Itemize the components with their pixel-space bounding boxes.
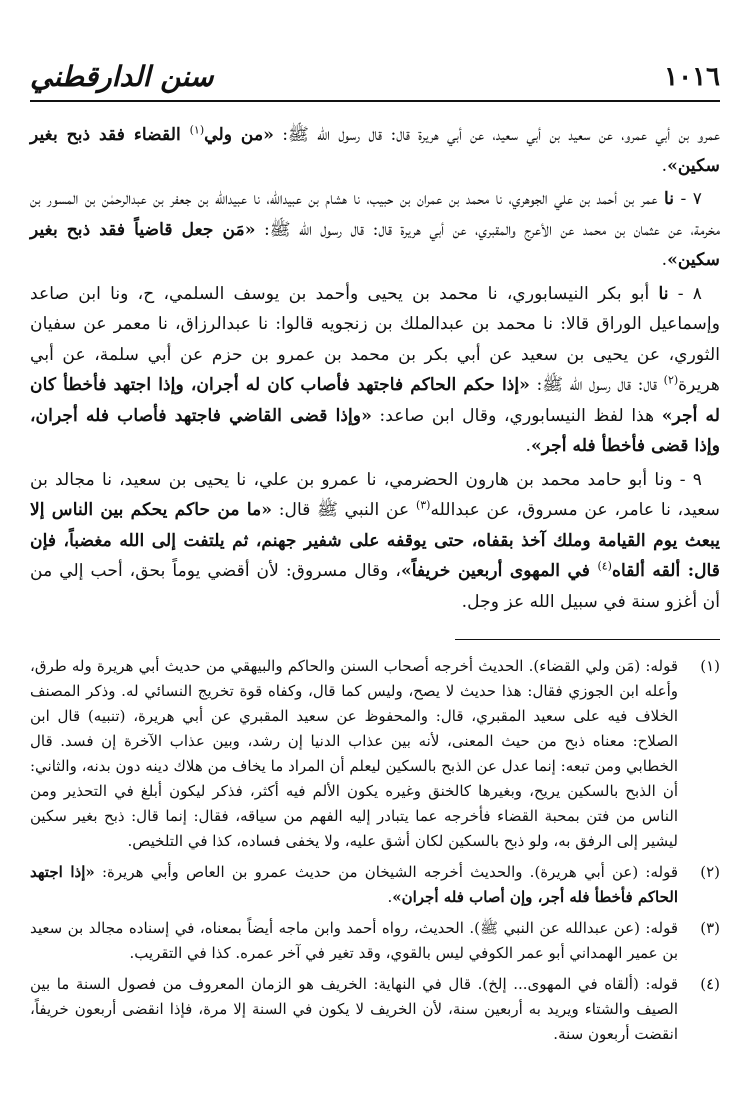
paragraph-continuation: عمرو بن أبي عمرو، عن سعيد بن أبي سعيد، عن أبي هريرة قال: قال رسول الله ﷺ: «من ولي$^{(١)}$ القضاء فقد ذبح بغير سكين». xyxy=(30,123,720,176)
footnote-ref[interactable]: (١) xyxy=(189,123,205,137)
footnote-ref[interactable]: (٣) xyxy=(415,498,431,512)
hadith-text: «ما من حاكم يحكم بين الناس إلا يبعث يوم القيامة وملك آخذ بقفاه، حتى يوقفه على شفير جهنم، ثم يلتفت إلى الله مغضباً، فإن قال: ألقه ألقاه xyxy=(30,500,721,581)
footnote-number: (٣) xyxy=(700,919,720,937)
footnote-number: (٤) xyxy=(700,975,720,993)
hadith-text: «إذا حكم الحاكم فاجتهد فأصاب كان له أجران، وإذا اجتهد فأخطأ كان له أجر» xyxy=(30,375,720,426)
footnote-text: قوله: (ألقاه في المهوى... إلخ). قال في النهاية: الخريف هو الزمان المعروف من فصول السنة ما بين الصيف والشتاء ويريد به أربعين سنة، لأن الخريف لا يكون في السنة إلا مرة، فإذا انقضى أربعون خريفاً، انقضت أربعون سنة. xyxy=(30,975,678,1043)
hadith-text: «وإذا قضى القاضي فاجتهد فأصاب فله أجران، وإذا قضى فأخطأ فله أجر» xyxy=(30,405,720,456)
footnote-text: قوله: (عن عبدالله عن النبي ﷺ). الحديث، رواه أحمد وابن ماجه أيضاً بمعناه، في إسناده مجالد بن سعيد بن عمير الهمداني أبو عمر الكوفي ليس بالقوي، وقد تغير في آخر عمره. كذا في التقريب. xyxy=(30,919,678,962)
page-number: ١٠١٦ xyxy=(664,62,720,92)
hadith-text: «من ولي xyxy=(204,125,274,145)
hadith-number: ٨ - xyxy=(668,283,702,304)
footnote-ref[interactable]: (٢) xyxy=(663,373,679,387)
footnotes xyxy=(30,654,720,1047)
footnote-4 xyxy=(30,972,720,1047)
hadith-text: القضاء فقد ذبح بغير سكين» xyxy=(30,125,720,176)
hadith-text: في المهوى أربعين خريفاً» xyxy=(400,561,598,581)
hadith-9: ٩ - ونا أبو حامد محمد بن هارون الحضرمي، نا عمرو بن علي، نا يحيى بن سعيد، نا مجالد بن سعيد، نا عامر، عن مسروق، عن عبدالله$^{(٣)}$ عن النبي ﷺ قال: «ما من حاكم يحكم بين الناس إلا يبعث يوم القيامة وملك آخذ بقفاه، حتى يوقفه على شفير جهنم، ثم يلتفت إلى الله مغضباً، فإن قال: ألقه ألقاه$^{(٤)}$ في المهوى أربعين خريفاً»، وقال مسروق: لأن أقضي يوماً بحق، أحب إلي من أن أغزو سنة في سبيل الله عز وجل. xyxy=(30,469,721,612)
page xyxy=(30,60,720,1090)
footnote-3 xyxy=(30,916,720,966)
footnote-text: قوله: (مَن ولي القضاء). الحديث أخرجه أصحاب السنن والحاكم والبيهقي من حديث أبي هريرة وله طرق، وأعله ابن الجوزي فقال: هذا حديث لا يصح، وليس كما قال، وكفاه قوة تخريج النسائي له. وذكر المصنف الخلاف فيه على سعيد المقبري، قال: والمحفوظ عن سعيد المقبري عن أبي هريرة، (تنبيه) قال ابن الصلاح: معناه ذبح من حيث المعنى، لأنه بين عذاب الدنيا إن رشد، وبين عذاب الآخرة إن فسد. قال الخطابي ومن تبعه: إنما عدل عن الذبح بالسكين ليعلم أن المراد ما يخاف من هلاك دينه دون بدنه، والثاني: أن الذبح بالسكين يريح، وبغيرها كالخنق وغيره يكون الألم فيه أكثر، فذكر ليكون أبلغ في التحذير ومن الناس من فتن بمحبة القضاء فأخرجه عما يتبادر إليه الفهم من سياقه، فقال: إنما قال: ذبح بغير سكين ليشير إلى الرفق به، ولو ذبح بالسكين لكان أشق عليه، ولا يخفى فساده، كذا في التلخيص. xyxy=(30,657,678,850)
hadith-7: ٧ - نا عمر بن أحمد بن علي الجوهري، نا محمد بن عمران بن حبيب، نا هشام بن عبيدالله، نا عبيدالله بن جعفر بن عبدالرحمٰن بن المسور بن مخرمة، عن عثمان بن محمد عن الأعرج والمقبري، عن أبي هريرة قال: قال رسول الله ﷺ: «مَن جعل قاضياً فقد ذبح بغير سكين». xyxy=(30,189,720,270)
footnote-text: قوله: (عن أبي هريرة). والحديث أخرجه الشيخان من حديث عمرو بن العاص وأبي هريرة: «إذا اجتهد الحاكم فأخطأ فله أجر، وإن أصاب فله أجران». xyxy=(30,863,678,906)
main-text xyxy=(30,120,720,617)
hadith-text: «مَن جعل قاضياً فقد ذبح بغير سكين» xyxy=(30,219,720,270)
footnote-number: (٢) xyxy=(700,863,720,881)
page-header xyxy=(30,60,720,102)
hadith-number: ٧ - xyxy=(674,189,703,209)
footnote-number: (١) xyxy=(700,657,720,675)
footnote-2 xyxy=(30,860,720,910)
footnote-ref[interactable]: (٤) xyxy=(597,559,612,573)
footnote-1 xyxy=(30,654,720,854)
footnote-divider xyxy=(455,639,720,640)
book-title: سنن الدارقطني xyxy=(30,60,214,93)
hadith-8: ٨ - نا أبو بكر النيسابوري، نا محمد بن يحيى وأحمد بن يوسف السلمي، ح، ونا ابن صاعد وإسماعيل الوراق قالا: نا محمد بن عبدالملك بن زنجويه قالوا: نا عبدالرزاق، نا معمر عن سفيان الثوري، عن يحيى بن سعيد عن أبي بكر بن محمد بن عمرو بن حزم عن أبي سلمة، عن أبي هريرة$^{(٢)}$ قال: قال رسول الله ﷺ: «إذا حكم الحاكم فاجتهد فأصاب كان له أجران، وإذا اجتهد فأخطأ كان له أجر» هذا لفظ النيسابوري، وقال ابن صاعد: «وإذا قضى القاضي فاجتهد فأصاب فله أجران، وإذا قضى فأخطأ فله أجر». xyxy=(30,283,720,456)
